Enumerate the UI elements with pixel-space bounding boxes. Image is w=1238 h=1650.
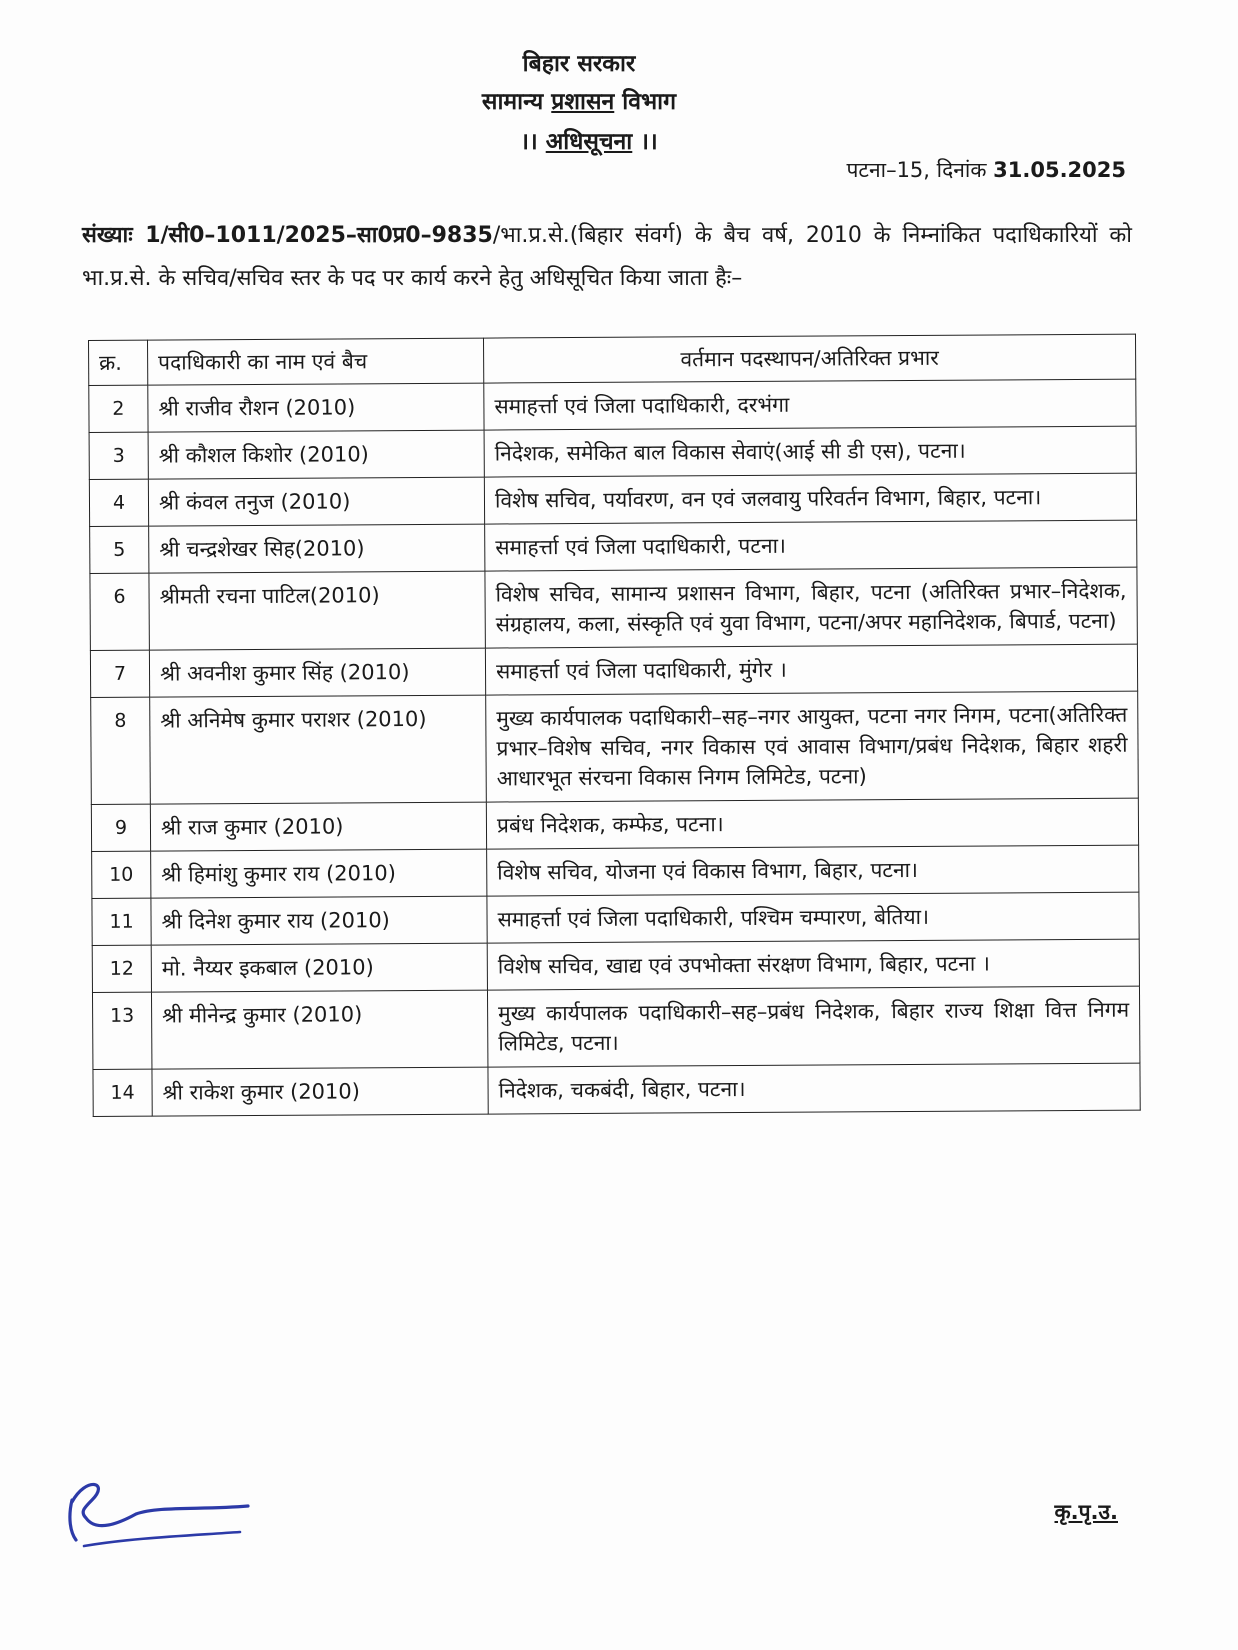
intro-paragraph: [82, 214, 1132, 300]
row-officer-name: श्री राज कुमार (2010): [150, 802, 486, 851]
row-serial: 14: [93, 1069, 152, 1116]
table-row: [92, 986, 1139, 1069]
table-header-row: [89, 334, 1136, 385]
intro-text: /भा.प्र.से.(बिहार संवर्ग) के बैच वर्ष, 2010 के निम्नांकित पदाधिकारियों को भा.प्र.से. के सचिव/सचिव स्तर के पद पर कार्य करने हेतु अधिसूचित किया जाता हैः–: [82, 223, 1133, 291]
row-officer-name: श्री राकेश कुमार (2010): [152, 1067, 488, 1116]
row-serial: 11: [92, 898, 151, 945]
table-row: [89, 473, 1136, 526]
signature-stroke: [70, 1484, 248, 1540]
col-serial-header: क्र.: [89, 340, 148, 385]
row-officer-name: श्री दिनेश कुमार राय (2010): [151, 896, 487, 945]
department-title: [0, 84, 1198, 116]
row-serial: 13: [92, 992, 151, 1069]
row-officer-name: श्री अनिमेष कुमार पराशर (2010): [150, 695, 487, 804]
signature-underline: [84, 1532, 240, 1546]
number-label: संख्याः: [82, 223, 133, 248]
row-officer-name: श्री कौशल किशोर (2010): [148, 430, 484, 479]
row-serial: 4: [89, 479, 148, 526]
notification-heading: [0, 124, 1208, 156]
table-row: [91, 691, 1139, 804]
row-posting: विशेष सचिव, पर्यावरण, वन एवं जलवायु परिवर्तन विभाग, बिहार, पटना।: [484, 473, 1136, 524]
row-officer-name: श्री अवनीश कुमार सिंह (2010): [149, 648, 485, 697]
col-posting-header: वर्तमान पदस्थापन/अतिरिक्त प्रभार: [483, 334, 1135, 383]
table-row: [89, 379, 1136, 432]
row-posting: समाहर्त्ता एवं जिला पदाधिकारी, पटना।: [485, 520, 1137, 571]
row-officer-name: मो. नैय्यर इकबाल (2010): [151, 943, 487, 992]
row-serial: 5: [90, 526, 149, 573]
department-title-part: विभाग: [614, 89, 677, 115]
heading-mark: ।।: [632, 129, 658, 155]
row-officer-name: श्री हिमांशु कुमार राय (2010): [151, 849, 487, 898]
table-row: [90, 520, 1137, 573]
row-posting: प्रबंध निदेशक, कम्फेड, पटना।: [486, 798, 1138, 849]
notification-date: 31.05.2025: [993, 158, 1126, 182]
row-posting: विशेष सचिव, सामान्य प्रशासन विभाग, बिहार, पटना (अतिरिक्त प्रभार–निदेशक, संग्रहालय, कला, संस्कृति एवं युवा विभाग, पटना/अपर महानिदेशक, बिपार्ड, पटना): [485, 567, 1137, 648]
heading-mark: ।।: [520, 129, 546, 155]
row-posting: विशेष सचिव, योजना एवं विकास विभाग, बिहार, पटना।: [487, 845, 1139, 896]
continued-overleaf-note: कृ.पृ.उ.: [1054, 1500, 1118, 1524]
table-row: [90, 644, 1137, 697]
row-officer-name: श्री कंवल तनुज (2010): [148, 477, 484, 526]
table-row: [92, 939, 1139, 992]
notification-word: अधिसूचना: [545, 129, 633, 155]
table-row: [89, 426, 1136, 479]
row-posting: निदेशक, चकबंदी, बिहार, पटना।: [488, 1063, 1140, 1114]
table-row: [92, 845, 1139, 898]
place-date-line: [846, 156, 1126, 184]
department-title-underlined: प्रशासन: [551, 89, 615, 115]
row-officer-name: श्री राजीव रौशन (2010): [148, 383, 484, 432]
row-posting: निदेशक, समेकित बाल विकास सेवाएं(आई सी डी एस), पटना।: [484, 426, 1136, 477]
row-officer-name: श्री मीनेन्द्र कुमार (2010): [151, 990, 487, 1069]
row-posting: मुख्य कार्यपालक पदाधिकारी–सह–नगर आयुक्त, पटना नगर निगम, पटना(अतिरिक्त प्रभार–विशेष सचिव, नगर विकास एवं आवास विभाग/प्रबंध निदेशक, बिहार शहरी आधारभूत संरचना विकास निगम लिमिटेड, पटना): [486, 691, 1139, 802]
row-serial: 6: [90, 573, 149, 650]
col-name-header: पदाधिकारी का नाम एवं बैच: [148, 338, 484, 385]
row-officer-name: श्रीमती रचना पाटिल(2010): [149, 571, 485, 650]
row-serial: 2: [89, 385, 148, 432]
row-posting: समाहर्त्ता एवं जिला पदाधिकारी, मुंगेर ।: [485, 644, 1137, 695]
table-row: [93, 1063, 1140, 1116]
row-serial: 9: [91, 804, 150, 851]
row-officer-name: श्री चन्द्रशेखर सिह(2010): [149, 524, 485, 573]
row-serial: 7: [90, 650, 149, 697]
signature-initials: [62, 1462, 252, 1552]
government-title: बिहार सरकार: [522, 51, 636, 77]
row-serial: 10: [92, 851, 151, 898]
row-posting: समाहर्त्ता एवं जिला पदाधिकारी, पश्चिम चम्पारण, बेतिया।: [487, 892, 1139, 943]
row-posting: समाहर्त्ता एवं जिला पदाधिकारी, दरभंगा: [484, 379, 1136, 430]
row-posting: मुख्य कार्यपालक पदाधिकारी–सह–प्रबंध निदेशक, बिहार राज्य शिक्षा वित्त निगम लिमिटेड, पटना।: [487, 986, 1139, 1067]
table-row: [92, 892, 1139, 945]
table-row: [90, 567, 1137, 650]
table-row: [91, 798, 1138, 851]
row-serial: 8: [91, 697, 151, 804]
row-serial: 3: [89, 432, 148, 479]
row-posting: विशेष सचिव, खाद्य एवं उपभोक्ता संरक्षण विभाग, बिहार, पटना ।: [487, 939, 1139, 990]
place-label: पटना–15, दिनांक: [846, 158, 994, 182]
department-title-part: सामान्य: [481, 89, 552, 115]
letter-number: 1/सी0–1011/2025–सा0प्र0–9835: [132, 223, 493, 248]
row-serial: 12: [92, 945, 151, 992]
officers-table: [88, 334, 1141, 1117]
